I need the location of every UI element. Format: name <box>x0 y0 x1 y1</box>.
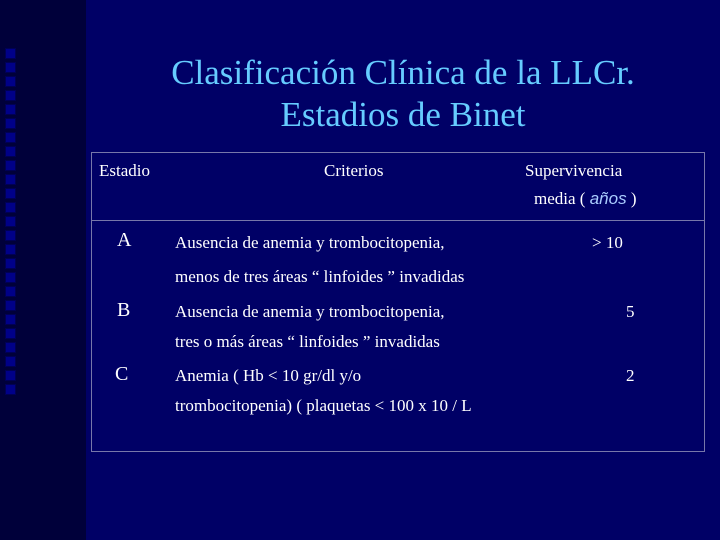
decorative-square <box>5 76 16 87</box>
header-survival-suffix: ) <box>630 189 637 208</box>
decorative-square <box>5 356 16 367</box>
decorative-square <box>5 244 16 255</box>
decorative-square <box>5 258 16 269</box>
row-c-criteria-2: trombocitopenia) ( plaquetas < 100 x 10 / L <box>175 396 472 415</box>
decorative-squares <box>5 48 21 395</box>
header-divider <box>91 220 705 221</box>
row-b-survival: 5 <box>626 302 635 321</box>
row-b-stage: B <box>117 299 131 321</box>
decorative-square <box>5 328 16 339</box>
decorative-square <box>5 216 16 227</box>
row-c-criteria-1: Anemia ( Hb < 10 gr/dl y/o <box>175 366 362 385</box>
title-line-2: Estadios de Binet <box>280 95 526 134</box>
row-a-criteria-1: Ausencia de anemia y trombocitopenia, <box>175 233 445 252</box>
decorative-square <box>5 132 16 143</box>
row-c-survival: 2 <box>626 366 635 385</box>
decorative-square <box>5 230 16 241</box>
decorative-square <box>5 118 16 129</box>
decorative-square <box>5 342 16 353</box>
row-b-criteria-1: Ausencia de anemia y trombocitopenia, <box>175 302 445 321</box>
decorative-square <box>5 48 16 59</box>
header-survival-sub <box>534 189 637 209</box>
decorative-square <box>5 314 16 325</box>
decorative-square <box>5 300 16 311</box>
decorative-square <box>5 384 16 395</box>
decorative-square <box>5 202 16 213</box>
decorative-square <box>5 188 16 199</box>
decorative-square <box>5 286 16 297</box>
row-a-stage: A <box>117 229 132 251</box>
row-a-survival: > 10 <box>592 233 623 252</box>
header-survival-unit: años <box>589 189 627 208</box>
row-a-criteria-2: menos de tres áreas “ linfoides ” invadidas <box>175 267 465 286</box>
decorative-square <box>5 104 16 115</box>
decorative-square <box>5 174 16 185</box>
decorative-square <box>5 90 16 101</box>
header-survival-prefix: media ( <box>534 189 586 208</box>
header-criteria: Criterios <box>324 161 384 180</box>
decorative-square <box>5 146 16 157</box>
decorative-square <box>5 62 16 73</box>
title-line-1: Clasificación Clínica de la LLCr. <box>171 53 635 92</box>
decorative-square <box>5 160 16 171</box>
decorative-square <box>5 370 16 381</box>
slide-title <box>86 52 720 136</box>
header-survival: Supervivencia <box>525 161 623 180</box>
header-stage: Estadio <box>99 161 150 180</box>
row-c-stage: C <box>115 363 129 385</box>
row-b-criteria-2: tres o más áreas “ linfoides ” invadidas <box>175 332 440 351</box>
decorative-square <box>5 272 16 283</box>
